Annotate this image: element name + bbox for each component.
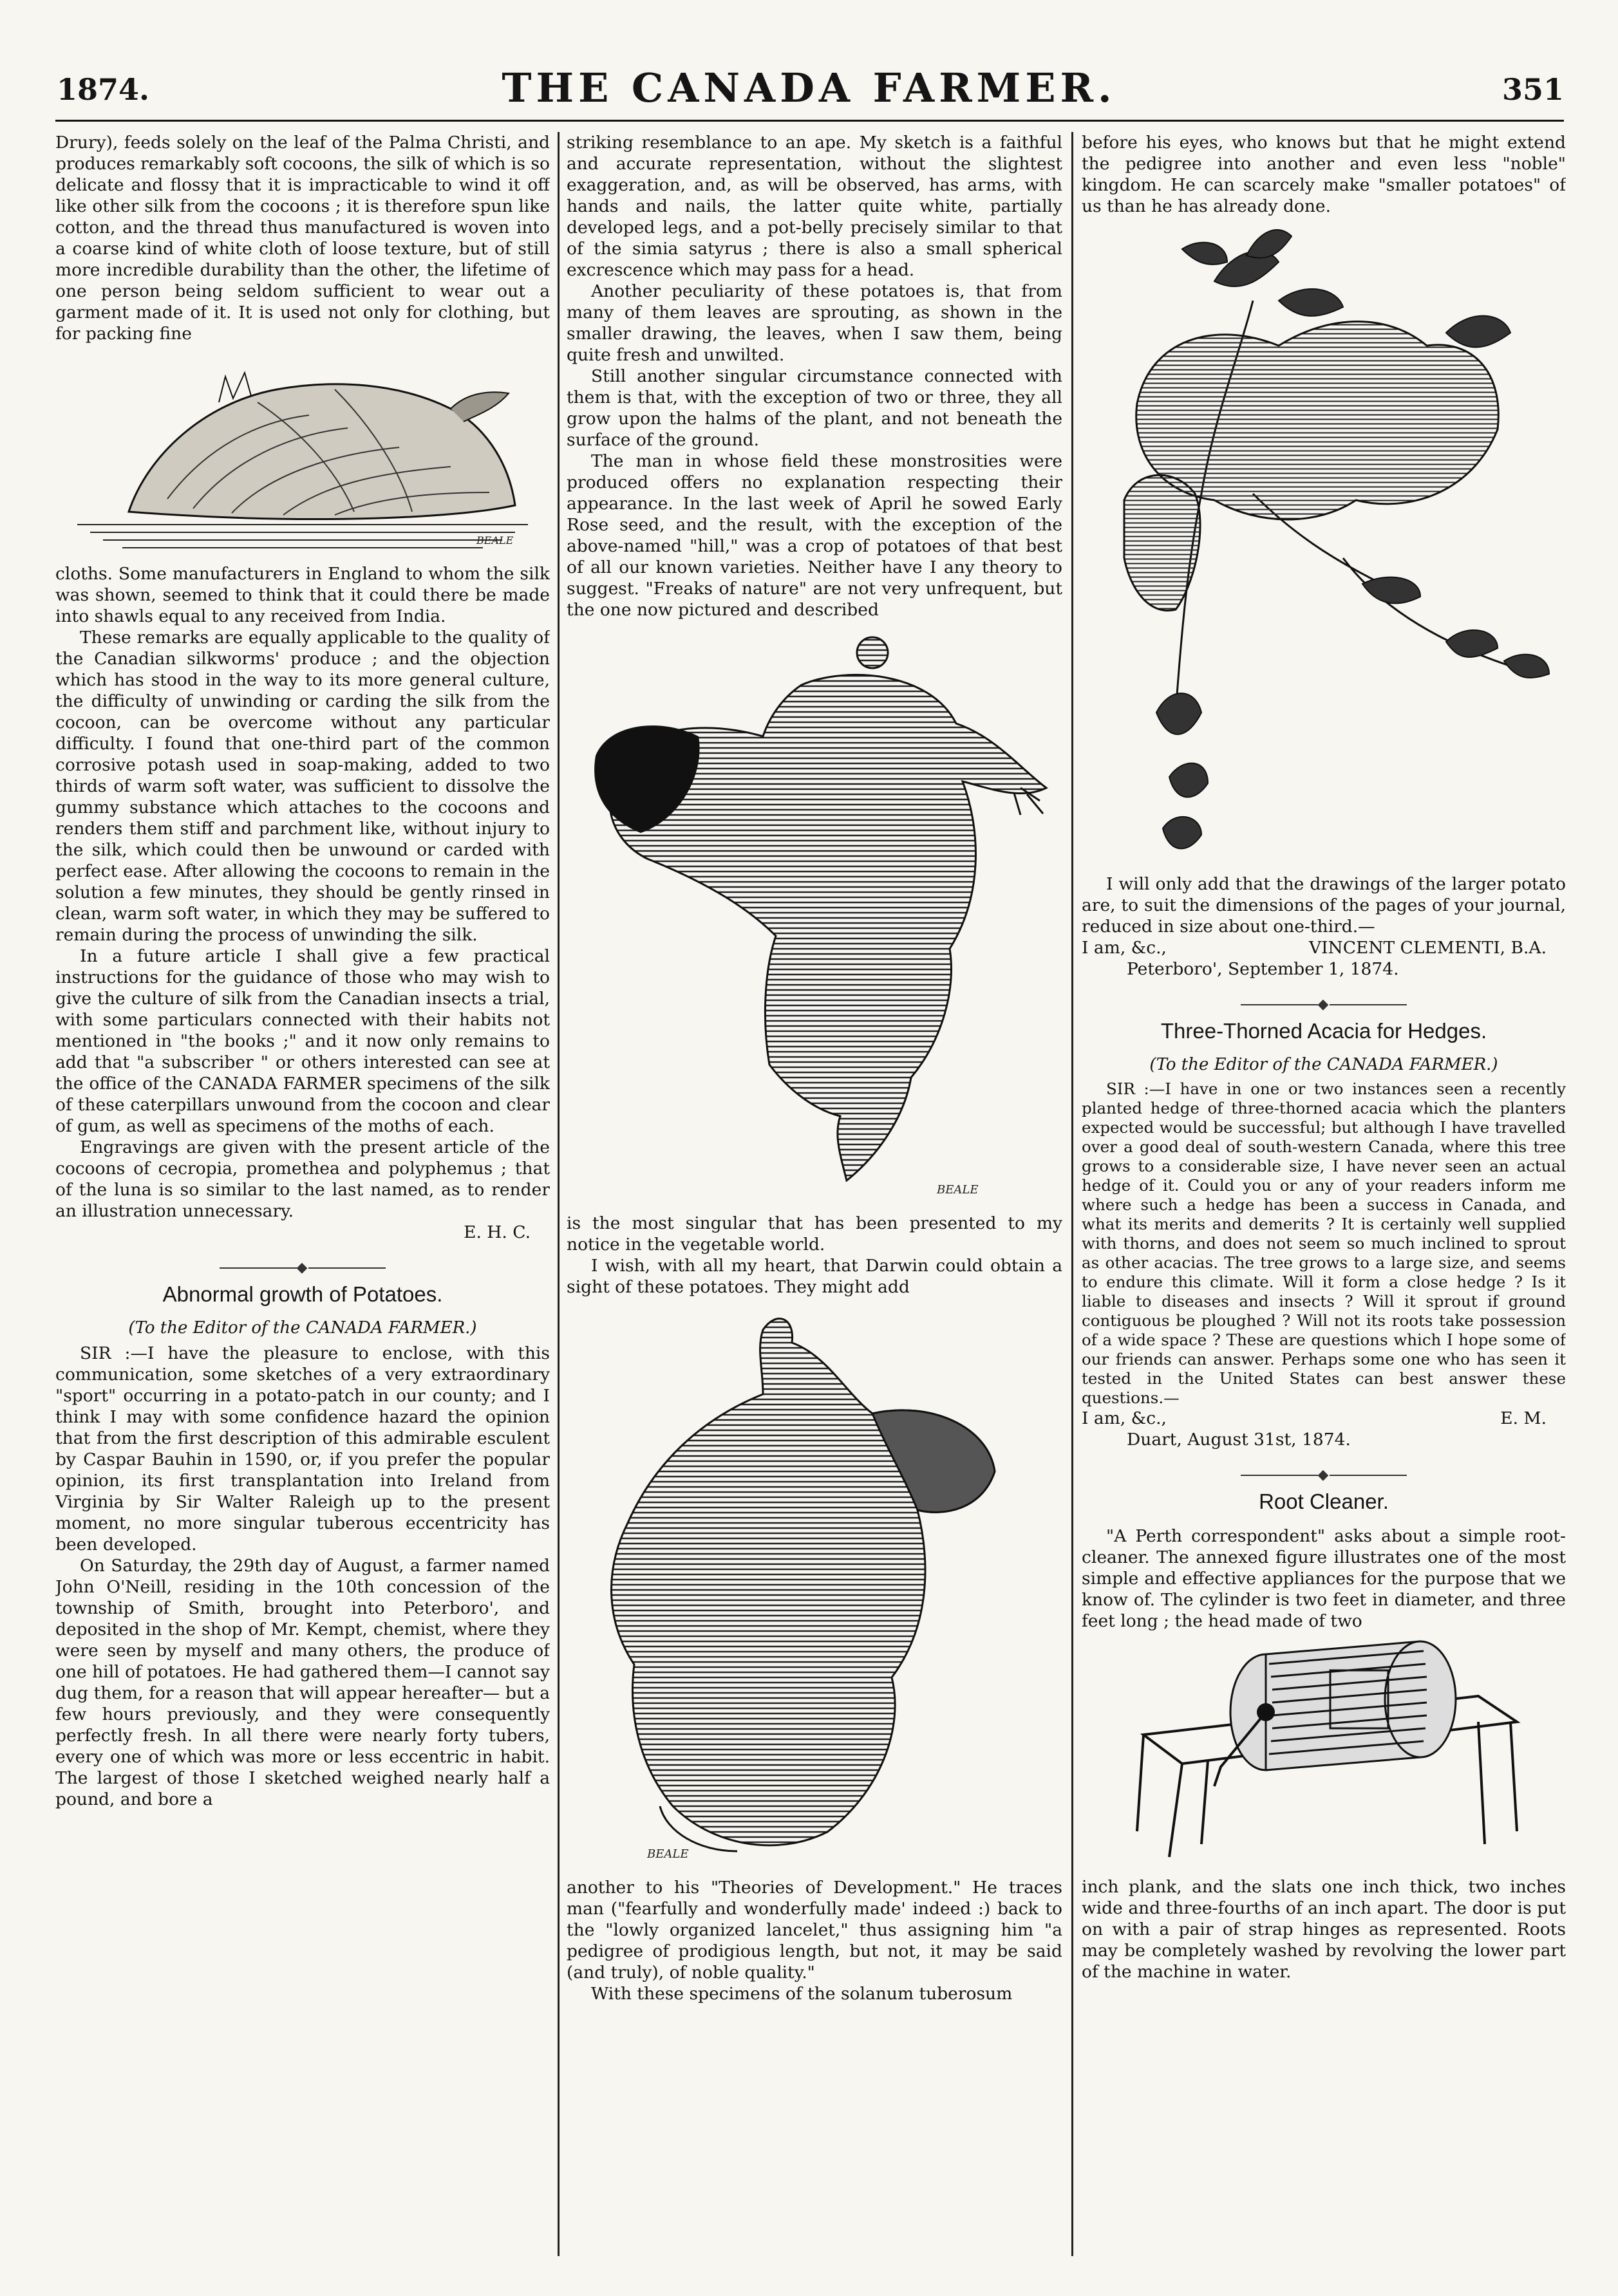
- paragraph: Engravings are given with the present article of the cocoons of cecropia, promethea and polyphemus ; that of the luna is so similar to the last named, as to render an illustration unnecessary.: [55, 1137, 550, 1221]
- ape-shaped-potato-illustration: [570, 627, 1059, 1206]
- root-cleaner-illustration: [1118, 1638, 1530, 1870]
- paragraph: is the most singular that has been presented to my notice in the vegetable world.: [567, 1213, 1062, 1255]
- cocoon-illustration: [64, 351, 541, 557]
- section-title: Abnormal growth of Potatoes.: [162, 1282, 443, 1306]
- section-title: Three-Thorned Acacia for Hedges.: [1160, 1019, 1487, 1043]
- paragraph: Another peculiarity of these potatoes is, that from many of them leaves are sprouting, as shown in the smaller drawing, the leaves, when I saw them, being quite fresh and unwilted.: [567, 281, 1062, 365]
- paragraph: inch plank, and the slats one inch thick, two inches wide and three-fourths of an inch apart. The door is put on with a pair of strap hinges as represented. Roots may be completely washed by revolving the lower part of the machine in water.: [1082, 1877, 1566, 1982]
- paragraph: "A Perth correspondent" asks about a simple root-cleaner. The annexed figure illustrates one of the most simple and effective appliances for the purpose that we know of. The cylinder is two feet in diameter, and three feet long ; the head made of two: [1082, 1526, 1566, 1631]
- section-divider: ◆: [1082, 1467, 1566, 1483]
- signature-line: [1082, 1408, 1566, 1429]
- letter-address: (To the Editor of the CANADA FARMER.): [1149, 1055, 1498, 1074]
- paragraph: SIR :—I have in one or two instances seen a recently planted hedge of three-thorned acacia which the planters expected would be successful; but although I have travelled over a good deal of south-western Canada, where this tree grows to a considerable size, I have never seen an actual hedge of it. Could you or any of your readers inform me where such a hedge has been a success in Canada, and what its merits and demerits ? It is certainly well supplied with thorns, and does not seem so much inclined to sprout as other acacias. The tree grows to a large size, and seems to endure this climate. Will it form a close hedge ? Is it liable to diseases and insects ? Will it sprout if ground contiguous be ploughed ? Will not its roots take possession of a wide space ? These are questions which I hope some of our friends can answer. Perhaps some one who has seen it tested in the United States can best answer these questions.—: [1082, 1079, 1566, 1407]
- header-year: 1874.: [57, 72, 150, 107]
- column-3: [1082, 132, 1566, 2256]
- page-number: 351: [1501, 72, 1564, 107]
- engraver-signature: BEALE: [937, 1183, 979, 1197]
- engraver-signature: BEALE: [647, 1847, 689, 1861]
- section-title: Root Cleaner.: [1259, 1489, 1389, 1513]
- paragraph: In a future article I shall give a few practical instructions for the guidance of those who may wish to give the culture of silk from the Canadian insects a trial, with some particulars connected with their habits not mentioned in "the books ;" and it now only remains to add that "a subscriber " or others interested can see at the office of the CANADA FARMER specimens of the silk of these caterpillars unwound from the cocoon and clear of gum, as well as specimens of the moths of each.: [55, 946, 550, 1136]
- paragraph: Still another singular circumstance connected with them is that, with the exception of two or three, they all grow upon the halms of the plant, and not beneath the surface of the ground.: [567, 366, 1062, 450]
- paragraph: SIR :—I have the pleasure to enclose, with this communication, some sketches of a very extraordinary "sport" occurring in a potato-patch in our county; and I think I may with some confidence hazard the opinion that from the first description of this admirable esculent by Caspar Bauhin in 1590, or, if you prefer the popular opinion, its first transplantation into Ireland from Virginia by Sir Walter Raleigh up to the present moment, no more singular tuberous eccentricity has been developed.: [55, 1343, 550, 1554]
- newspaper-title: THE CANADA FARMER.: [502, 64, 1116, 111]
- section-divider: ◆: [55, 1260, 550, 1276]
- signature-line: [1082, 937, 1566, 958]
- dateline: Peterboro', September 1, 1874.: [1127, 959, 1399, 979]
- column-2: [567, 132, 1062, 2256]
- paragraph: On Saturday, the 29th day of August, a farmer named John O'Neill, residing in the 10th concession of the township of Smith, brought into Peterboro', and deposited in the shop of Mr. Kempt, chemist, where they were seen by myself and many others, the produce of one hill of potatoes. He had gathered them—I cannot say dug them, for a reason that will appear hereafter— but a few hours previously, and they were consequently perfectly fresh. In all there were nearly forty tubers, every one of which was more or less eccentric in habit. The largest of those I sketched weighed nearly half a pound, and bore a: [55, 1556, 550, 1809]
- section-divider: ◆: [1082, 996, 1566, 1013]
- dateline: Duart, August 31st, 1874.: [1127, 1430, 1351, 1450]
- author-initials: E. M.: [1500, 1408, 1547, 1428]
- header-rule: [55, 120, 1564, 122]
- signature-line: [55, 1222, 550, 1243]
- paragraph: before his eyes, who knows but that he might extend the pedigree into another and even less "noble" kingdom. He can scarcely make "smaller potatoes" of us than he has already done.: [1082, 133, 1566, 216]
- paragraph: cloths. Some manufacturers in England to whom the silk was shown, seemed to think that it could there be made into shawls equal to any received from India.: [55, 564, 550, 626]
- closing: I am, &c.,: [1082, 1408, 1167, 1428]
- paragraph: The man in whose field these monstrosities were produced offers no explanation respecting their appearance. In the last week of April he sowed Early Rose seed, and the result, with the exception of the above-named "hill," was a crop of potatoes of that best of all our known varieties. Neither have I any theory to suggest. "Freaks of nature" are not very unfrequent, but the one now pictured and described: [567, 451, 1062, 620]
- sprouting-potato-illustration: [570, 1304, 1059, 1871]
- closing: I am, &c.,: [1082, 938, 1167, 958]
- paragraph: striking resemblance to an ape. My sketch is a faithful and accurate representation, without the slightest exaggeration, and, as will be observed, has arms, with hands and nails, the latter quite white, partially developed legs, and a pot-belly precisely similar to that of the simia satyrus ; there is also a small spherical excrescence which may pass for a head.: [567, 133, 1062, 280]
- paragraph: Drury), feeds solely on the leaf of the Palma Christi, and produces remarkably soft cocoons, the silk of which is so delicate and flossy that it is impracticable to wind it off like other silk from the cocoons ; it is therefore spun like cotton, and the thread thus manufactured is woven into a coarse kind of white cloth of loose texture, but of still more incredible durability than the other, the lifetime of one person being seldom sufficient to wear out a garment made of it. It is used not only for clothing, but for packing fine: [55, 133, 550, 344]
- paragraph: These remarks are equally applicable to the quality of the Canadian silkworms' produce ; and the objection which has stood in the way to its more general culture, the difficulty of unwinding or carding the silk from the cocoon, can be overcome without any particular difficulty. I found that one-third part of the common corrosive potash used in soap-making, added to two thirds of warm soft water, was sufficient to dissolve the gummy substance which attaches to the cocoons and renders them stiff and parchment like, without injury to the silk, which could then be unwound or carded with perfect ease. After allowing the cocoons to remain in the solution a few minutes, they should be gently rinsed in clean, warm soft water, in which they may be suffered to remain during the process of unwinding the silk.: [55, 628, 550, 945]
- potato-plant-illustration: [1086, 223, 1562, 867]
- page-header: [0, 0, 1618, 122]
- column-divider: [558, 132, 560, 2256]
- engraver-signature: BEALE: [476, 534, 514, 546]
- letter-address: (To the Editor of the CANADA FARMER.): [128, 1318, 477, 1338]
- paragraph: I wish, with all my heart, that Darwin could obtain a sight of these potatoes. They might add: [567, 1256, 1062, 1297]
- column-divider: [1071, 132, 1073, 2256]
- column-1: [55, 132, 550, 2256]
- author-name: VINCENT CLEMENTI, B.A.: [1308, 938, 1547, 958]
- paragraph: another to his "Theories of Development." He traces man ("fearfully and wonderfully made' indeed :) back to the "lowly organized lancelet," thus assigning him "a pedigree of prodigious length, but not, it may be said (and truly), of noble quality.": [567, 1878, 1062, 1983]
- paragraph: I will only add that the drawings of the larger potato are, to suit the dimensions of the pages of your journal, reduced in size about one-third.—: [1082, 874, 1566, 937]
- paragraph: With these specimens of the solanum tuberosum: [591, 1984, 1013, 2004]
- author-initials: E. H. C.: [464, 1222, 531, 1242]
